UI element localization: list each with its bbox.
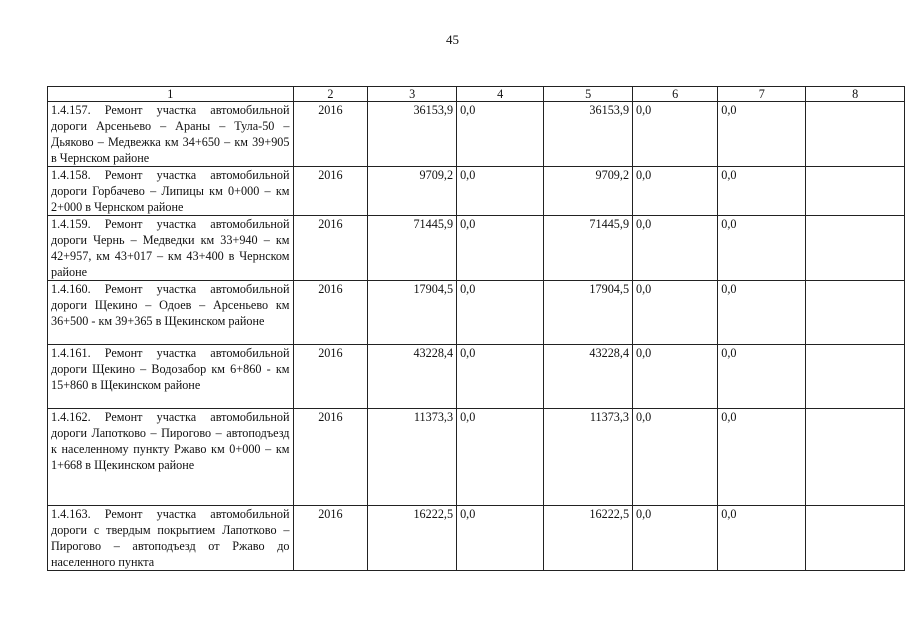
row-col-3: 17904,5 (368, 281, 457, 345)
row-description: 1.4.157. Ремонт участка автомобильной дороги Арсеньево – Араны – Тула-50 – Дьяково – Медвежка км 34+650 – км 39+905 в Чернском районе (48, 102, 294, 167)
row-description: 1.4.161. Ремонт участка автомобильной дороги Щекино – Водозабор км 6+860 - км 15+860 в Щекинском районе (48, 345, 294, 409)
row-description: 1.4.163. Ремонт участка автомобильной дороги с твердым покрытием Лапотково – Пирогово – автоподъезд от Ржаво до населенного пункта (48, 506, 294, 571)
row-col-6: 0,0 (633, 167, 718, 216)
row-col-3: 16222,5 (368, 506, 457, 571)
row-col-7: 0,0 (718, 167, 806, 216)
row-description: 1.4.159. Ремонт участка автомобильной дороги Чернь – Медведки км 33+940 – км 42+957, км 43+017 – км 43+400 в Чернском районе (48, 216, 294, 281)
row-col-3: 43228,4 (368, 345, 457, 409)
row-col-8 (806, 281, 905, 345)
header-col-6: 6 (633, 87, 718, 102)
table-header-row (48, 87, 905, 102)
table-row (48, 409, 905, 506)
row-col-5: 17904,5 (544, 281, 633, 345)
row-col-5: 43228,4 (544, 345, 633, 409)
row-year: 2016 (293, 102, 368, 167)
row-description: 1.4.160. Ремонт участка автомобильной дороги Щекино – Одоев – Арсеньево км 36+500 - км 39+365 в Щекинском районе (48, 281, 294, 345)
row-col-4: 0,0 (457, 409, 544, 506)
row-col-7: 0,0 (718, 506, 806, 571)
table-row (48, 281, 905, 345)
budget-table (47, 86, 905, 571)
row-col-4: 0,0 (457, 506, 544, 571)
row-year: 2016 (293, 409, 368, 506)
row-col-3: 71445,9 (368, 216, 457, 281)
row-col-3: 36153,9 (368, 102, 457, 167)
table-row (48, 216, 905, 281)
table-row (48, 167, 905, 216)
row-col-8 (806, 102, 905, 167)
row-col-6: 0,0 (633, 216, 718, 281)
header-col-1: 1 (48, 87, 294, 102)
row-col-7: 0,0 (718, 409, 806, 506)
row-col-4: 0,0 (457, 102, 544, 167)
row-year: 2016 (293, 167, 368, 216)
row-col-5: 16222,5 (544, 506, 633, 571)
row-col-6: 0,0 (633, 102, 718, 167)
row-col-7: 0,0 (718, 281, 806, 345)
header-col-4: 4 (457, 87, 544, 102)
row-year: 2016 (293, 345, 368, 409)
header-col-8: 8 (806, 87, 905, 102)
table-row (48, 345, 905, 409)
row-col-6: 0,0 (633, 281, 718, 345)
header-col-5: 5 (544, 87, 633, 102)
row-col-7: 0,0 (718, 345, 806, 409)
row-col-6: 0,0 (633, 409, 718, 506)
row-col-5: 71445,9 (544, 216, 633, 281)
row-col-8 (806, 216, 905, 281)
row-col-4: 0,0 (457, 345, 544, 409)
header-col-2: 2 (293, 87, 368, 102)
row-year: 2016 (293, 216, 368, 281)
row-description: 1.4.162. Ремонт участка автомобильной дороги Лапотково – Пирогово – автоподъезд к населенному пункту Ржаво км 0+000 – км 1+668 в Щекинском районе (48, 409, 294, 506)
row-year: 2016 (293, 506, 368, 571)
row-col-8 (806, 506, 905, 571)
row-col-7: 0,0 (718, 102, 806, 167)
table-row (48, 506, 905, 571)
row-col-5: 9709,2 (544, 167, 633, 216)
row-col-8 (806, 409, 905, 506)
row-col-5: 36153,9 (544, 102, 633, 167)
row-col-8 (806, 167, 905, 216)
table-row (48, 102, 905, 167)
header-col-3: 3 (368, 87, 457, 102)
row-col-6: 0,0 (633, 506, 718, 571)
row-col-3: 11373,3 (368, 409, 457, 506)
page-number: 45 (446, 32, 459, 47)
row-description: 1.4.158. Ремонт участка автомобильной дороги Горбачево – Липицы км 0+000 – км 2+000 в Чернском районе (48, 167, 294, 216)
row-col-4: 0,0 (457, 281, 544, 345)
row-col-6: 0,0 (633, 345, 718, 409)
row-year: 2016 (293, 281, 368, 345)
header-col-7: 7 (718, 87, 806, 102)
row-col-5: 11373,3 (544, 409, 633, 506)
row-col-7: 0,0 (718, 216, 806, 281)
row-col-8 (806, 345, 905, 409)
row-col-4: 0,0 (457, 216, 544, 281)
row-col-4: 0,0 (457, 167, 544, 216)
row-col-3: 9709,2 (368, 167, 457, 216)
